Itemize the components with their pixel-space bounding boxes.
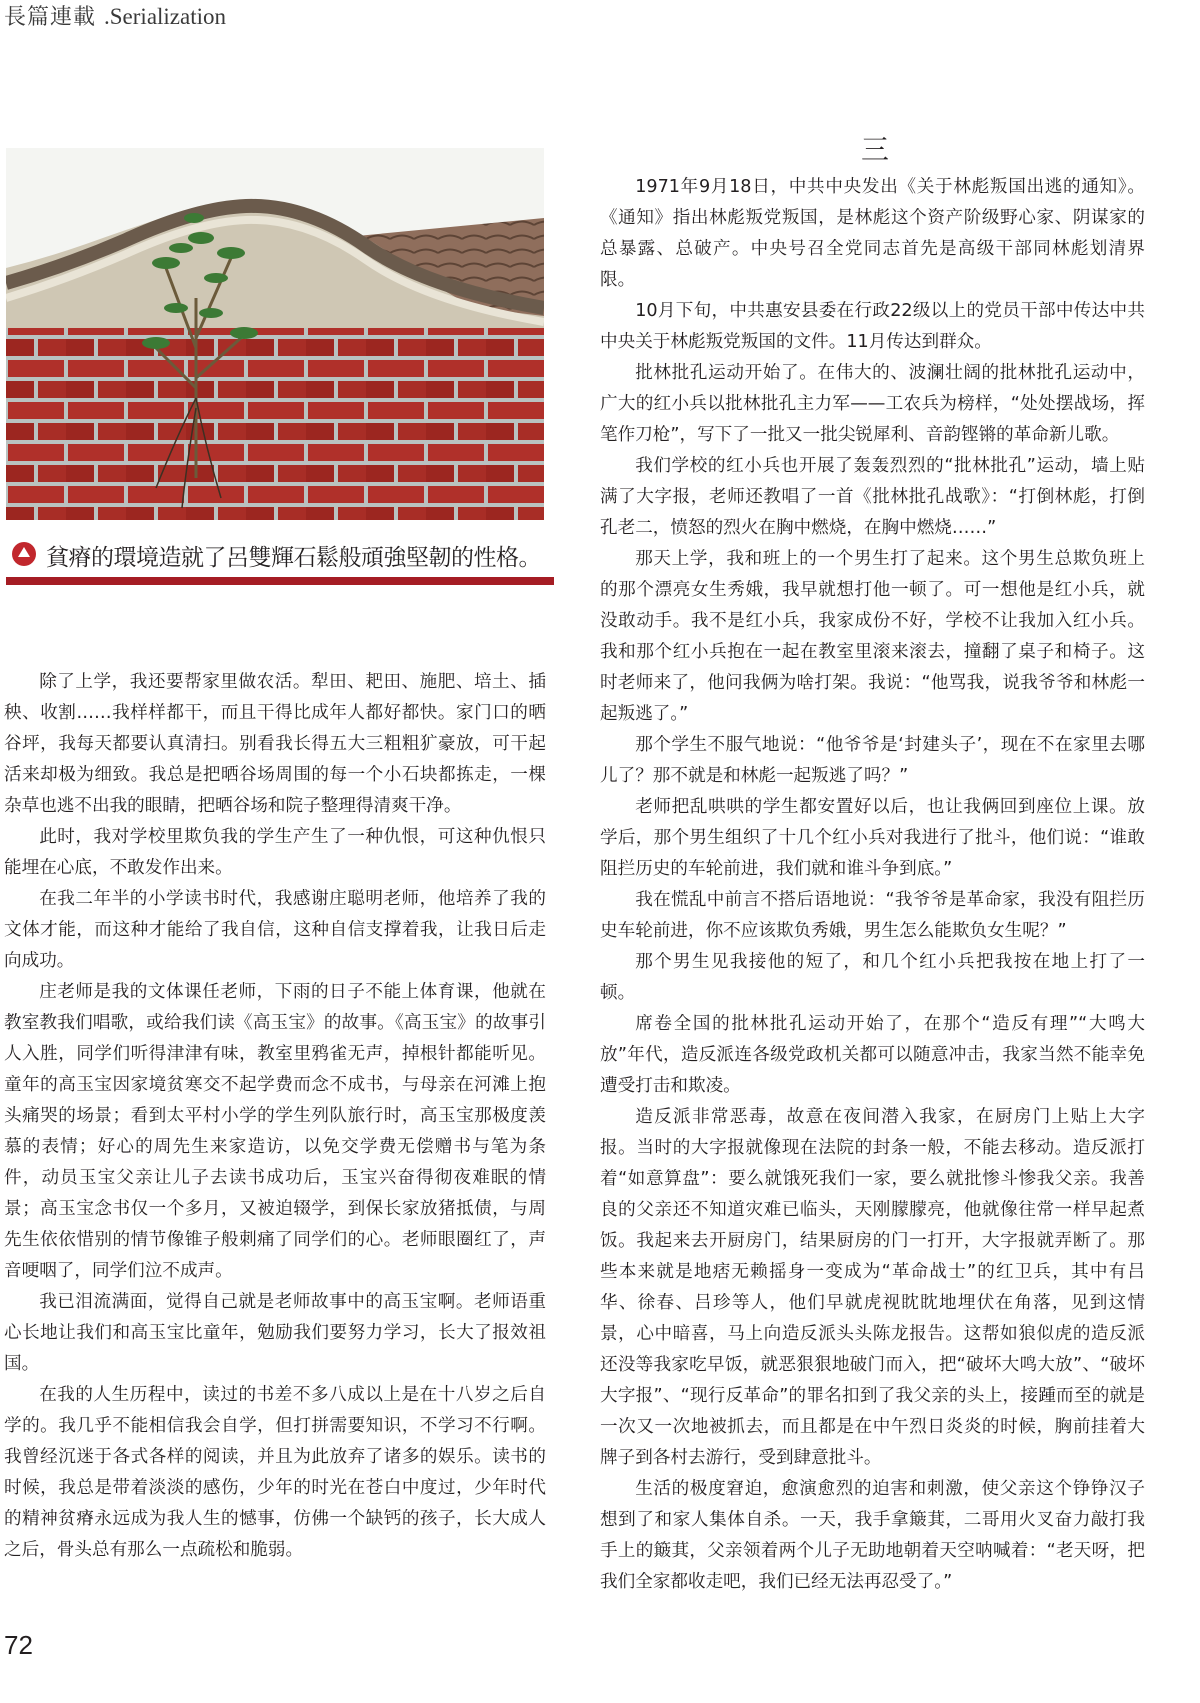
page-number: 72 (4, 1630, 33, 1660)
paragraph: 庄老师是我的文体课任老师，下雨的日子不能上体育课，他就在教室教我们唱歌，或给我们读《高玉宝》的故事。《高玉宝》的故事引人入胜，同学们听得津津有味，教室里鸦雀无声，掉根针都能听见。童年的高玉宝因家境贫寒交不起学费而念不成书，与母亲在河滩上抱头痛哭的场景；看到太平村小学的学生列队旅行时，高玉宝那极度羡慕的表情；好心的周先生来家造访，以免交学费无偿赠书与笔为条件，动员玉宝父亲让儿子去读书成功后，玉宝兴奋得彻夜难眠的情景；高玉宝念书仅一个多月，又被迫辍学，到保长家放猪抵债，与周先生依依惜别的情节像锥子般刺痛了同学们的心。老师眼圈红了，声音哽咽了，同学们泣不成声。 (4, 982, 546, 1281)
paragraph: 那天上学，我和班上的一个男生打了起来。这个男生总欺负班上的那个漂亮女生秀娥，我早就想打他一顿了。可一想他是红小兵，就没敢动手。我不是红小兵，我家成份不好，学校不让我加入红小兵。我和那个红小兵抱在一起在教室里滚来滚去，撞翻了桌子和椅子。这时老师来了，他问我俩为啥打架。我说：“他骂我，说我爷爷和林彪一起叛逃了。” (600, 549, 1145, 724)
paragraph: 1971年9月18日，中共中央发出《关于林彪叛国出逃的通知》。《通知》指出林彪叛党叛国，是林彪这个资产阶级野心家、阴谋家的总暴露、总破产。中央号召全党同志首先是高级干部同林彪划清界限。 (600, 177, 1145, 290)
caption-divider (6, 577, 554, 585)
paragraph: 那个学生不服气地说：“他爷爷是‘封建头子’，现在不在家里去哪儿了？那不就是和林彪一起叛逃了吗？” (600, 735, 1145, 786)
paragraph: 造反派非常恶毒，故意在夜间潜入我家，在厨房门上贴上大字报。当时的大字报就像现在法院的封条一般，不能去移动。造反派打着“如意算盘”：要么就饿死我们一家，要么就批惨斗惨我父亲。我善良的父亲还不知道灾难已临头，天刚朦朦亮，他就像往常一样早起煮饭。我起来去开厨房门，结果厨房的门一打开，大字报就弄断了。那些本来就是地痞无赖摇身一变成为“革命战士”的红卫兵，其中有吕华、徐春、吕珍等人，他们早就虎视眈眈地埋伏在角落，见到这情景，心中暗喜，马上向造反派头头陈龙报告。这帮如狼似虎的造反派还没等我家吃早饭，就恶狠狠地破门而入，把“破坏大鸣大放”、“破坏大字报”、“现行反革命”的罪名扣到了我父亲的头上，接踵而至的就是一次又一次地被抓去，而且都是在中午烈日炎炎的时候，胸前挂着大牌子到各村去游行，受到肆意批斗。 (600, 1107, 1145, 1468)
section-number: 三 (860, 133, 889, 166)
left-text-column (4, 667, 546, 1566)
running-header (4, 0, 226, 31)
header-title-cn: 長篇連載 (4, 5, 97, 30)
right-text-column (600, 172, 1145, 1598)
paragraph: 生活的极度窘迫，愈演愈烈的迫害和刺激，使父亲这个铮铮汉子想到了和家人集体自杀。一天，我手拿簸萁，二哥用火叉奋力敲打我手上的簸萁，父亲领着两个儿子无助地朝着天空呐喊着：“老天呀，把我们全家都收走吧，我们已经无法再忍受了。” (600, 1479, 1145, 1592)
paragraph: 批林批孔运动开始了。在伟大的、波澜壮阔的批林批孔运动中，广大的红小兵以批林批孔主力军——工农兵为榜样，“处处摆战场，挥笔作刀枪”，写下了一批又一批尖锐犀利、音韵铿锵的革命新儿歌。 (600, 363, 1145, 445)
paragraph: 席卷全国的批林批孔运动开始了，在那个“造反有理”“大鸣大放”年代，造反派连各级党政机关都可以随意冲击，我家当然不能幸免遭受打击和欺凌。 (600, 1014, 1145, 1096)
paragraph: 老师把乱哄哄的学生都安置好以后，也让我俩回到座位上课。放学后，那个男生组织了十几个红小兵对我进行了批斗，他们说：“谁敢阻拦历史的车轮前进，我们就和谁斗争到底。” (600, 797, 1145, 879)
photo-brick-wall-with-plant (6, 148, 544, 520)
paragraph: 那个男生见我接他的短了，和几个红小兵把我按在地上打了一顿。 (600, 952, 1145, 1003)
photo-caption (6, 532, 544, 576)
paragraph: 在我的人生历程中，读过的书差不多八成以上是在十八岁之后自学的。我几乎不能相信我会自学，但打拼需要知识，不学习不行啊。我曾经沉迷于各式各样的阅读，并且为此放弃了诸多的娱乐。读书的时候，我总是带着淡淡的感伤，少年的时光在苍白中度过，少年时代的精神贫瘠永远成为我人生的憾事，仿佛一个缺钙的孩子，长大成人之后，骨头总有那么一点疏松和脆弱。 (4, 1385, 546, 1560)
triangle-up-icon (12, 542, 36, 566)
paragraph: 10月下旬，中共惠安县委在行政22级以上的党员干部中传达中共中央关于林彪叛党叛国的文件。11月传达到群众。 (600, 301, 1145, 352)
paragraph: 我已泪流满面，觉得自己就是老师故事中的高玉宝啊。老师语重心长地让我们和高玉宝比童年，勉励我们要努力学习，长大了报效祖国。 (4, 1292, 546, 1374)
header-title-latin: .Serialization (104, 4, 227, 29)
paragraph: 在我二年半的小学读书时代，我感谢庄聪明老师，他培养了我的文体才能，而这种才能给了我自信，这种自信支撑着我，让我日后走向成功。 (4, 889, 546, 971)
paragraph: 我们学校的红小兵也开展了轰轰烈烈的“批林批孔”运动，墙上贴满了大字报，老师还教唱了一首《批林批孔战歌》：“打倒林彪，打倒孔老二，愤怒的烈火在胸中燃烧，在胸中燃烧……” (600, 456, 1145, 538)
caption-text: 貧瘠的環境造就了呂雙輝石鬆般頑強堅韌的性格。 (46, 545, 541, 571)
photo-illustration (6, 148, 544, 520)
paragraph: 此时，我对学校里欺负我的学生产生了一种仇恨，可这种仇恨只能埋在心底，不敢发作出来。 (4, 827, 546, 878)
paragraph: 我在慌乱中前言不搭后语地说：“我爷爷是革命家，我没有阻拦历史车轮前进，你不应该欺负秀娥，男生怎么能欺负女生呢？” (600, 890, 1145, 941)
paragraph: 除了上学，我还要帮家里做农活。犁田、耙田、施肥、培土、插秧、收割……我样样都干，而且干得比成年人都好都快。家门口的晒谷坪，我每天都要认真清扫。别看我长得五大三粗粗犷豪放，可干起活来却极为细致。我总是把晒谷场周围的每一个小石块都拣走，一棵杂草也逃不出我的眼睛，把晒谷场和院子整理得清爽干净。 (4, 672, 546, 816)
